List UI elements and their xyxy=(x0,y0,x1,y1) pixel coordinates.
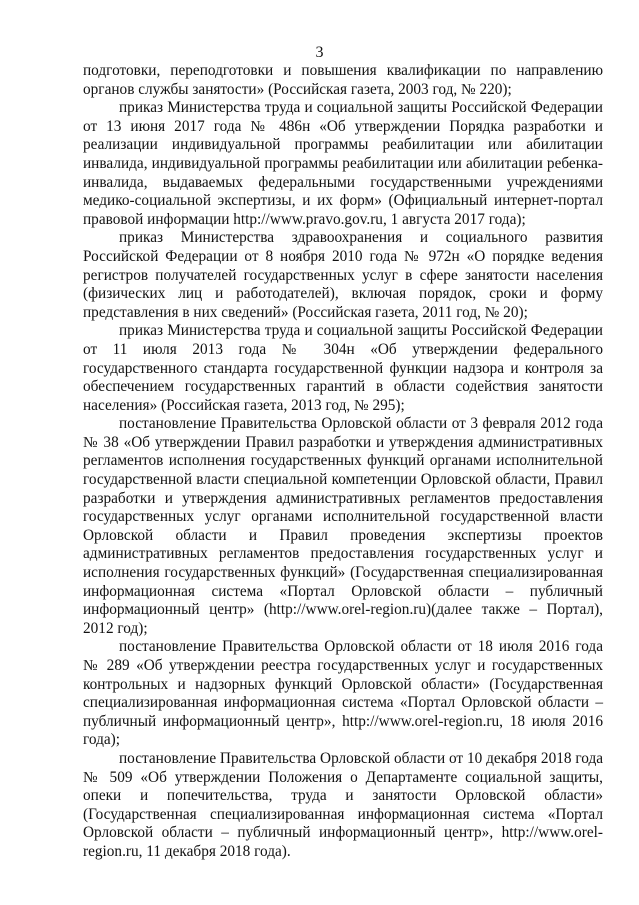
paragraph-order-972n: приказ Министерства здравоохранения и социального развития Российской Федерации от 8 ноября 2010 года № 972н «О порядке ведения регистров получателей государственных услуг в сфере занятости населения (физических лиц и работодателей), включая порядок, сроки и форму представления в них сведений» (Российская газета, 2011 год, № 20); xyxy=(83,229,603,321)
paragraph-resolution-38: постановление Правительства Орловской области от 3 февраля 2012 года № 38 «Об утверждении Правил разработки и утверждения административных регламентов исполнения государственных функций органами исполнительной государственной власти специальной компетенции Орловской области, Правил разработки и утверждения административных регламентов предоставления государственных услуг органами исполнительной государственной власти Орловской области и Правил проведения экспертизы проектов административных регламентов предоставления государственных услуг и исполнения государственных функций» (Государственная специализированная информационная система «Портал Орловской области – публичный информационный центр» (http://www.orel-region.ru)(далее также – Портал), 2012 год); xyxy=(83,415,603,637)
paragraph-resolution-509: постановление Правительства Орловской области от 10 декабря 2018 года № 509 «Об утверждении Положения о Департаменте социальной защиты, опеки и попечительства, труда и занятости Орловской области» (Государственная специализированная информационная система «Портал Орловской области – публичный информационный центр», http://www.orel-region.ru, 11 декабря 2018 года). xyxy=(83,749,604,860)
page-number: 3 xyxy=(315,44,324,61)
document-body xyxy=(83,62,603,862)
paragraph-order-304n: приказ Министерства труда и социальной защиты Российской Федерации от 11 июля 2013 года № 304н «Об утверждении федерального государственного стандарта государственной функции надзора и контроля за обеспечением государственных гарантий в области содействия занятости населения» (Российская газета, 2013 год, № 295); xyxy=(83,322,603,414)
paragraph-resolution-289: постановление Правительства Орловской области от 18 июля 2016 года № 289 «Об утверждении реестра государственных услуг и государственных контрольных и надзорных функций Орловской области» (Государственная специализированная информационная система «Портал Орловской области – публичный информационный центр», http://www.orel-region.ru, 18 июля 2016 года); xyxy=(83,638,603,749)
paragraph-continuation: подготовки, переподготовки и повышения квалификации по направлению органов службы занятости» (Российская газета, 2003 год, № 220); xyxy=(83,62,603,98)
paragraph-order-486n: приказ Министерства труда и социальной защиты Российской Федерации от 13 июня 2017 года № 486н «Об утверждении Порядка разработки и реализации индивидуальной программы реабилитации или абилитации инвалида, индивидуальной программы реабилитации или абилитации ребенка-инвалида, выдаваемых федеральными государственными учреждениями медико-социальной экспертизы, и их форм» (Официальный интернет-портал правовой информации http://www.pravo.gov.ru, 1 августа 2017 года); xyxy=(83,99,603,228)
